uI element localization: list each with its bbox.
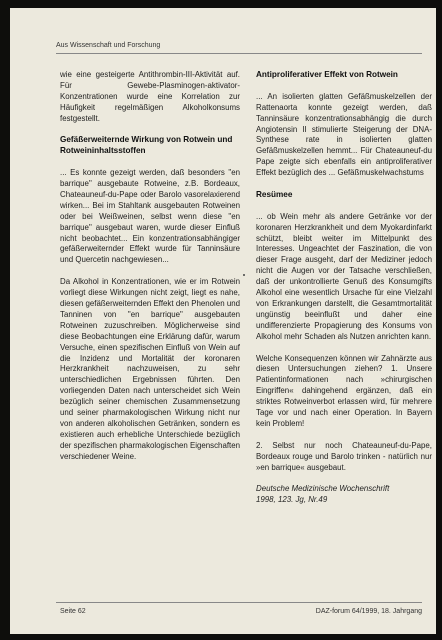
paragraph-antiproliferative: ... An isolierten glatten Gefäßmuskelzellen der Rattenaorta konnte gezeigt werden, daß Tanninsäure konzentrationsabhängig die durch Angiotensin II stimulierte Steigerung der DNA-Synthese rate in isolierten glatten Gefäßmuskelzellen hemmt... Für Chateauneuf-du Pape zeigte sich ebenfalls ein antiproliferativer Effekt bezüglich des ... Gefäßmuskelwachstums [256, 91, 432, 178]
left-column [60, 70, 240, 473]
header-divider [56, 53, 422, 54]
print-speck [243, 274, 245, 276]
paragraph-recommendation: 2. Selbst nur noch Chateauneuf-du-Pape, Bordeaux rouge und Barolo trinken - natürlich nur »en barrique« ausgebaut. [256, 440, 432, 472]
paragraph-summary: ... ob Wein mehr als andere Getränke vor der koronaren Herzkrankheit und dem Myokardinfarkt schützt, bleibt weiter im Mittelpunkt des Interesses. Ungeachtet der Faszination, die von dieser Frage ausgeht, darf der Mediziner jedoch nicht die Augen vor der Tatsache verschließen, daß der unkontrollierte Genuß des Konsumgifts Alkohol eine wesentlich Ursache für eine Vielzahl von Erkrankungen darstellt, die Gesamtmortalität ungünstig beeinflußt und daher eine undifferenzierte Propagierung des Konsums von Alkohol mehr Schaden als Nutzen anrichten kann. [256, 211, 432, 341]
section-header: Aus Wissenschaft und Forschung [56, 42, 161, 49]
intro-paragraph: wie eine gesteigerte Antithrombin-III-Aktivität auf. Für Gewebe-Plasminogen-aktivator-Konzentrationen wurde eine Korrelation zur Häufigkeit regelmäßigen Alkoholkonsums festgestellt. [60, 70, 240, 123]
footer-divider [56, 602, 422, 603]
section-heading-antiproliferative: Antiproliferativer Effekt von Rotwein [256, 70, 398, 79]
paragraph-consequences: Welche Konsequenzen können wir Zahnärzte aus diesen Untersuchungen ziehen? 1. Unsere Patientinformationen nach »chirurgischen Eingriffen« dahingehend ergänzen, daß ein striktes Rotweinverbot erlassen wird, für mehrere Tage vor und nach einer Operation. In Bayern kein Problem! [256, 353, 432, 428]
magazine-page [10, 8, 436, 634]
citation-issue: 1998, 123. Jg, Nr.49 [256, 495, 328, 505]
right-column [256, 70, 432, 506]
paragraph-vasodilation-findings: ... Es konnte gezeigt werden, daß besonders "en barrique" ausgebaute Rotweine, z.B. Bordeaux, Chateauneuf-du-Pape oder Barolo vasorelaxierend wirken... Bei im Stahltank ausgebauten Rotweinen oder bei Weißweinen, selbst wenn diese "en barrique" ausgebaut waren, wurde dieser Einfluß nicht beobachtet... Ein konzentrationsabhängiger gefäßerweiternder Effekt wurde für Tanninsäure und Quercetin nachgewiesen... [60, 168, 240, 265]
paragraph-vasodilation-discussion: Da Alkohol in Konzentrationen, wie er im Rotwein vorliegt diese Wirkungen nicht zeigt, liegt es nahe, diesen gefäßerweiternden Effekt den Phenolen und Tanninen von "en barrique" ausgebauten Rotweinen zuzuschreiben. Möglicherweise sind diese Beobachtungen eine Erklärung dafür, warum Versuche, einen spezifischen Einfluß von Wein auf die Inzidenz und Mortalität der koronaren Herzkrankheit nachzuweisen, zu sehr unterschiedlichen Ergebnissen führten. Den vorliegenden Daten nach unterscheidet sich Wein bezüglich seiner chemischen Zusammensetzung und seiner pharmakologischen Wirkung nicht nur von anderen alkoholischen Getränken, sondern es existieren auch erhebliche Unterschiede bezüglich der spezifischen pharmakologischen Eigenschaften verschiedener Weine. [60, 277, 240, 461]
page-number: Seite 62 [60, 608, 86, 615]
journal-issue: DAZ-forum 64/1999, 18. Jahrgang [315, 608, 422, 615]
section-heading-vasodilation: Gefäßerweiternde Wirkung von Rotwein und Rotweininhaltsstoffen [60, 135, 233, 156]
citation [256, 484, 432, 506]
section-heading-summary: Resümee [256, 189, 293, 199]
citation-journal: Deutsche Medizinische Wochenschrift [256, 484, 390, 494]
